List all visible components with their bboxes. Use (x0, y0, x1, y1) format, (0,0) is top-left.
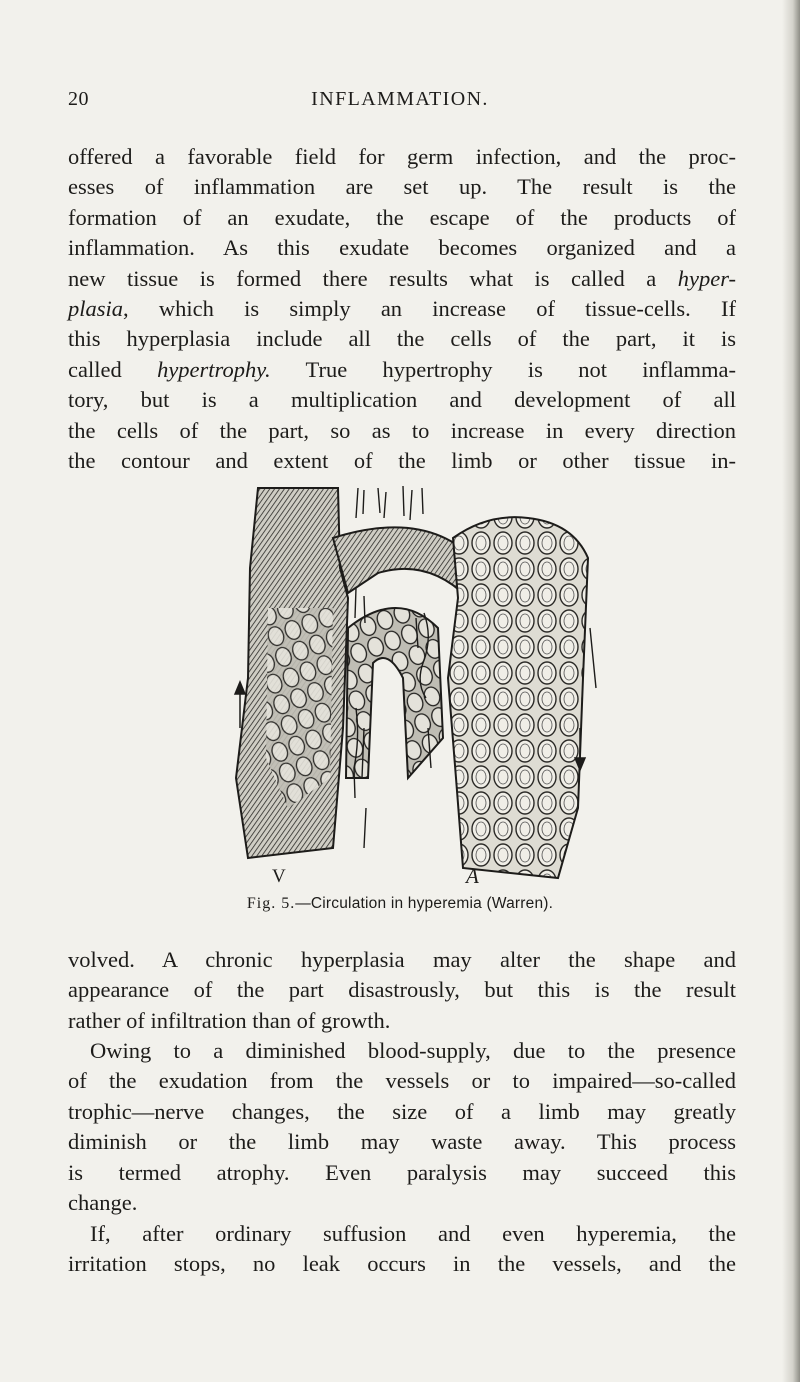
text-line: esses of inflammation are set up. The result is the (68, 174, 736, 200)
text-line: rather of infiltration than of growth. (68, 1007, 391, 1033)
text-run: True hypertrophy is not inflamma- (270, 356, 736, 382)
paragraph-1 (68, 142, 736, 476)
paragraph-3 (68, 1036, 736, 1218)
label-v: V (272, 866, 286, 887)
text-line: appearance of the part disastrously, but this is the result (68, 977, 736, 1003)
figure-caption-label: Fig. 5. (246, 895, 296, 912)
text-line (68, 264, 736, 294)
text-line: change. (68, 1190, 138, 1216)
italic-term: hyper- (677, 265, 736, 291)
text-line: inflammation. As this exudate becomes organized and a (68, 235, 736, 261)
paragraph-4 (68, 1219, 736, 1280)
italic-term: plasia (68, 296, 124, 322)
vessel-loop-illustration (228, 478, 608, 886)
text-line: irritation stops, no leak occurs in the vessels, and the (68, 1251, 736, 1277)
text-line: formation of an exudate, the escape of the products of (68, 204, 736, 230)
italic-term: hypertrophy. (157, 356, 271, 382)
page-edge-shadow (782, 0, 800, 1382)
text-line: Owing to a diminished blood-supply, due to the presence (90, 1038, 736, 1063)
figure-drawing (228, 478, 608, 886)
text-run: called (68, 356, 158, 382)
text-line: the cells of the part, so as to increase in every direction (68, 417, 736, 443)
label-a: A (466, 864, 479, 888)
text-line: If, after ordinary suffusion and even hyperemia, the (90, 1221, 736, 1246)
paragraph-2 (68, 945, 736, 1036)
text-run: new tissue is formed there results what is called a (68, 265, 678, 291)
text-line (68, 355, 736, 385)
text-line: diminish or the limb may waste away. This process (68, 1129, 736, 1155)
text-line: the contour and extent of the limb or other tissue in- (68, 448, 736, 474)
text-line (68, 294, 736, 324)
text-line: volved. A chronic hyperplasia may alter the shape and (68, 947, 736, 972)
text-line: is termed atrophy. Even paralysis may succeed this (68, 1159, 736, 1185)
text-line: of the exudation from the vessels or to impaired—so-called (68, 1068, 736, 1094)
figure-caption (0, 895, 800, 913)
page-number: 20 (68, 88, 89, 110)
text-line: tory, but is a multiplication and development of all (68, 387, 736, 413)
text-line: this hyperplasia include all the cells of the part, it is (68, 326, 736, 352)
text-line: offered a favorable field for germ infection, and the proc- (68, 144, 736, 169)
running-title: INFLAMMATION. (311, 88, 489, 110)
text-run: , which is simply an increase of tissue-cells. If (123, 296, 736, 322)
text-line: trophic—nerve changes, the size of a limb may greatly (68, 1098, 736, 1124)
figure-caption-text: —Circulation in hyperemia (Warren). (295, 895, 554, 912)
